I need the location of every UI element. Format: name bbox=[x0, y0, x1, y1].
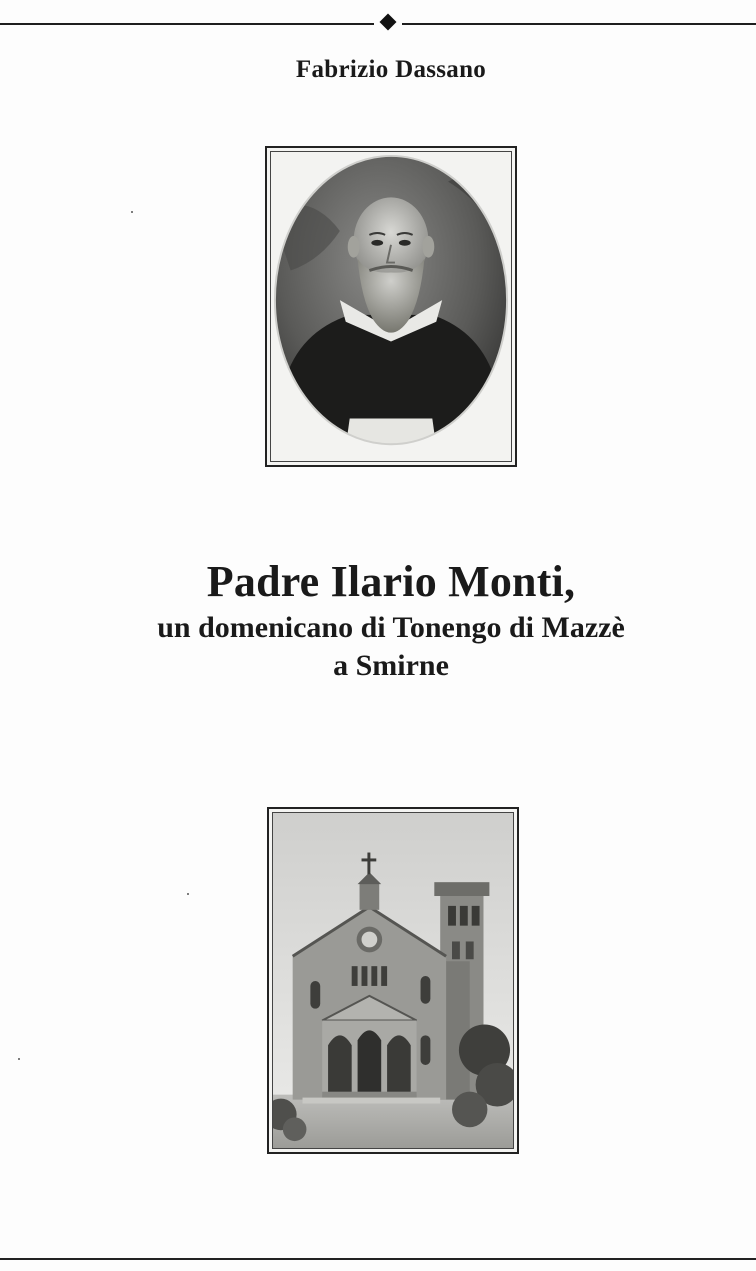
church-photo-inner bbox=[272, 812, 514, 1149]
church-photo bbox=[267, 807, 519, 1154]
book-title: Padre Ilario Monti, bbox=[206, 557, 576, 606]
scan-speck bbox=[18, 1058, 20, 1060]
portrait-image bbox=[271, 152, 511, 461]
scan-speck bbox=[131, 211, 133, 213]
title-block bbox=[0, 555, 756, 685]
author-name: Fabrizio Dassano bbox=[295, 56, 487, 83]
portrait-photo-inner bbox=[270, 151, 512, 462]
church-image bbox=[273, 813, 513, 1148]
book-subtitle-line1: un domenicano di Tonengo di Mazzè bbox=[157, 611, 625, 644]
scan-speck bbox=[187, 893, 189, 895]
book-subtitle-line2: a Smirne bbox=[333, 649, 449, 682]
bottom-rule bbox=[0, 1258, 756, 1260]
portrait-photo bbox=[265, 146, 517, 467]
